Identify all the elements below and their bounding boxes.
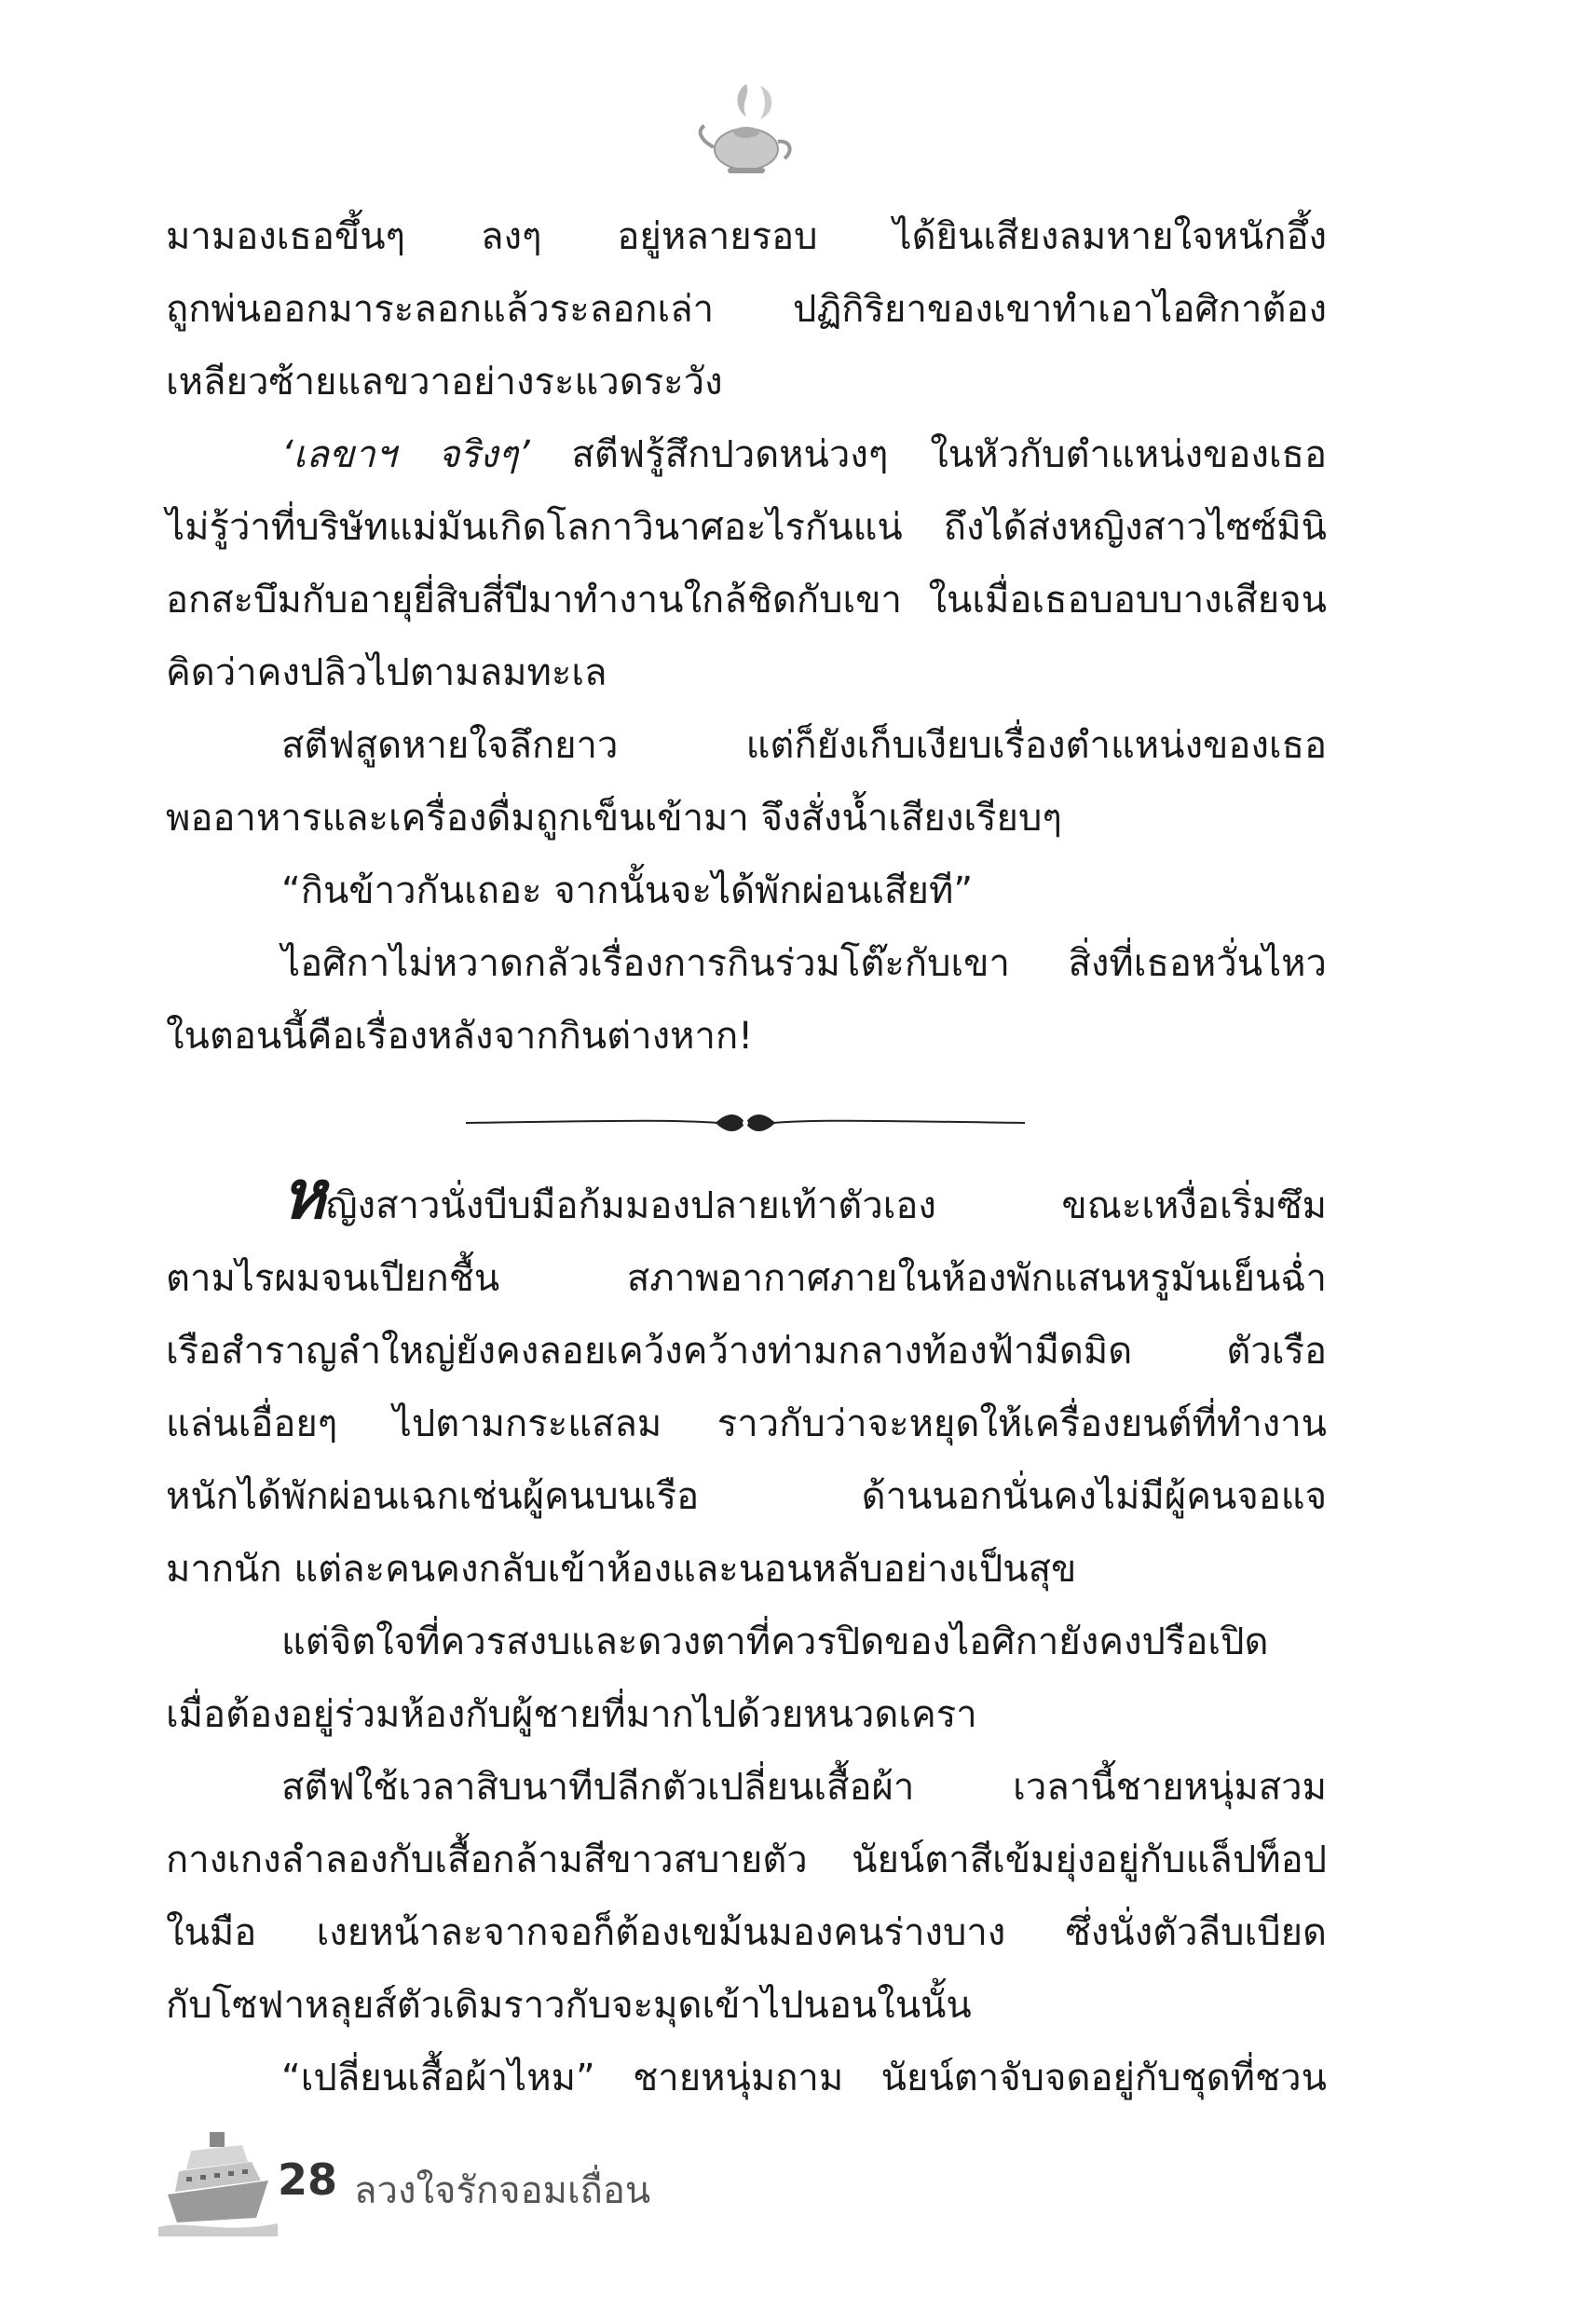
paragraph-line: กางเกงลำลองกับเสื้อกล้ามสีขาวสบายตัว นัยน์ตาสีเข้มยุ่งอยู่กับแล็ปท็อป [166, 1839, 1327, 1881]
paragraph-line: เรือสำราญลำใหญ่ยังคงลอยเคว้งคว้างท่ามกลางท้องฟ้ามืดมิด ตัวเรือ [166, 1330, 1327, 1373]
paragraph-line: อกสะบึมกับอายุยี่สิบสี่ปีมาทำงานใกล้ชิดกับเขา ในเมื่อเธอบอบบางเสียจน [166, 579, 1327, 622]
inline-text: สตีฟรู้สึกปวดหน่วงๆ ในหัวกับตำแหน่งของเธอ [529, 433, 1327, 476]
paragraph-line: เหลียวซ้ายแลขวาอย่างระแวดระวัง [166, 361, 723, 403]
paragraph-line: สตีฟสูดหายใจลึกยาว แต่ก็ยังเก็บเงียบเรื่องตำแหน่งของเธอ [281, 724, 1327, 767]
paragraph-line: มามองเธอขึ้นๆ ลงๆ อยู่หลายรอบ ได้ยินเสียงลมหายใจหนักอึ้ง [166, 215, 1327, 258]
paragraph-line [166, 1156, 1327, 1242]
book-title: ลวงใจรักจอมเถื่อน [354, 2169, 651, 2212]
paragraph-line: ไม่รู้ว่าที่บริษัทแม่มันเกิดโลกาวินาศอะไรกันแน่ ถึงได้ส่งหญิงสาวไซซ์มินิ [166, 506, 1327, 549]
page-footer [158, 2115, 811, 2246]
inline-quote: ‘เลขาฯ จริงๆ’ [281, 433, 530, 476]
paragraph-line: “กินข้าวกันเถอะ จากนั้นจะได้พักผ่อนเสียที” [281, 869, 974, 912]
drop-cap: ห [281, 1156, 326, 1234]
paragraph-line: ในมือ เงยหน้าละจากจอก็ต้องเขม้นมองคนร่างบาง ซึ่งนั่งตัวลีบเบียด [166, 1911, 1327, 1954]
text-bottom [166, 1156, 1327, 2114]
paragraph-line: ถูกพ่นออกมาระลอกแล้วระลอกเล่า ปฏิกิริยาของเขาทำเอาไอศิกาต้อง [166, 288, 1327, 331]
paragraph-line: กับโซฟาหลุยส์ตัวเดิมราวกับจะมุดเข้าไปนอนในนั้น [166, 1984, 972, 2027]
text-top [166, 200, 1327, 1073]
paragraph-line: แต่จิตใจที่ควรสงบและดวงตาที่ควรปิดของไอศิกายังคงปรือเปิด [281, 1620, 1269, 1663]
paragraph-line: เมื่อต้องอยู่ร่วมห้องกับผู้ชายที่มากไปด้วยหนวดเครา [166, 1693, 977, 1736]
cruise-ship-icon [158, 2115, 278, 2236]
paragraph-line: “เปลี่ยนเสื้อผ้าไหม” ชายหนุ่มถาม นัยน์ตาจับจดอยู่กับชุดที่ชวน [281, 2057, 1327, 2099]
paragraph-line: สตีฟใช้เวลาสิบนาทีปลีกตัวเปลี่ยนเสื้อผ้า เวลานี้ชายหนุ่มสวม [281, 1766, 1327, 1809]
teapot-ornament-icon [695, 75, 798, 186]
paragraph-line: มากนัก แต่ละคนคงกลับเข้าห้องและนอนหลับอย่างเป็นสุข [166, 1548, 1077, 1591]
paragraph-line: ไอศิกาไม่หวาดกลัวเรื่องการกินร่วมโต๊ะกับเขา สิ่งที่เธอหวั่นไหว [281, 942, 1327, 985]
paragraph-line: ในตอนนี้คือเรื่องหลังจากกินต่างหาก! [166, 1015, 754, 1058]
page-number: 28 [278, 2154, 338, 2205]
inline-text: ญิงสาวนั่งบีบมือก้มมองปลายเท้าตัวเอง ขณะเหงื่อเริ่มซึม [325, 1184, 1327, 1227]
paragraph-line: แล่นเอื่อยๆ ไปตามกระแสลม ราวกับว่าจะหยุดให้เครื่องยนต์ที่ทำงาน [166, 1402, 1327, 1445]
paragraph-line: หนักได้พักผ่อนเฉกเช่นผู้คนบนเรือ ด้านนอกนั่นคงไม่มีผู้คนจอแจ [166, 1475, 1327, 1518]
paragraph-line: พออาหารและเครื่องดื่มถูกเข็นเข้ามา จึงสั่งน้ำเสียงเรียบๆ [166, 797, 1062, 840]
paragraph-line: ตามไรผมจนเปียกชื้น สภาพอากาศภายในห้องพักแสนหรูมันเย็นฉ่ำ [166, 1257, 1327, 1300]
paragraph-line: คิดว่าคงปลิวไปตามลมทะเล [166, 651, 607, 694]
paragraph-line [166, 418, 1327, 491]
flourish-divider-icon [466, 1104, 1025, 1142]
